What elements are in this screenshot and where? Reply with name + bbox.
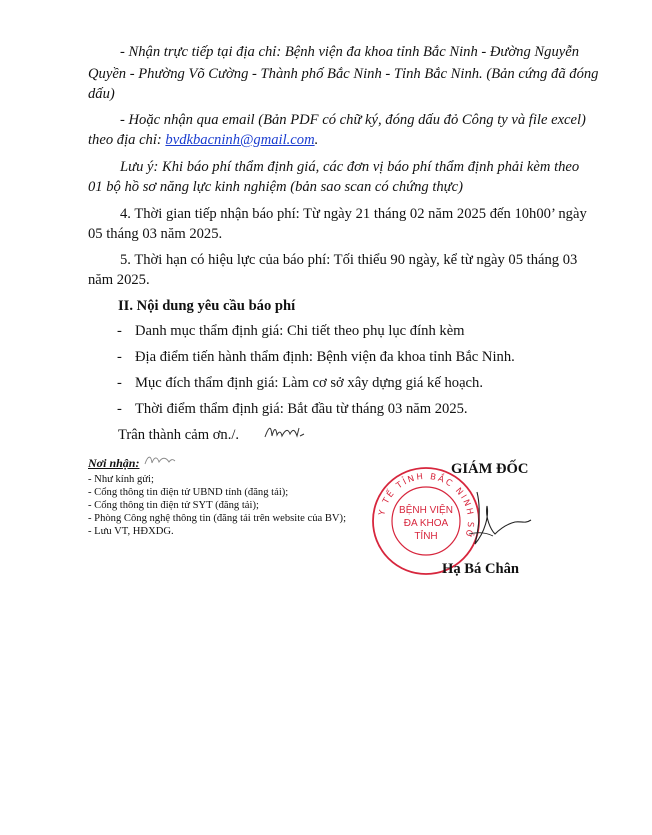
note-line-1: Lưu ý: Khi báo phí thẩm định giá, các đơn vị báo phí thẩm định phải kèm theo — [120, 159, 580, 175]
bullet-item: Thời điểm thẩm định giá: Bắt đầu từ tháng 03 năm 2025. — [135, 401, 468, 417]
email-receipt-line-1: - Hoặc nhận qua email (Bản PDF có chữ ký, đóng dấu đỏ Công ty và file excel) — [120, 112, 586, 128]
email-receipt-line-2 — [88, 131, 318, 150]
note-line-2: 01 bộ hồ sơ năng lực kinh nghiệm (bản sao scan có chứng thực) — [88, 179, 463, 195]
email-prefix: theo địa chỉ: — [88, 132, 166, 148]
item-4-line-1: 4. Thời gian tiếp nhận báo phí: Từ ngày 21 tháng 02 năm 2025 đến 10h00’ ngày — [120, 206, 587, 222]
recipient-item: - Cổng thông tin điện tử UBND tỉnh (đăng tải); — [88, 487, 289, 498]
initial-signature-icon — [262, 422, 308, 444]
item-4-line-2: 05 tháng 03 năm 2025. — [88, 226, 223, 242]
bullet-item: Mục đích thẩm định giá: Làm cơ sở xây dựng giá kế hoạch. — [135, 375, 483, 391]
direct-receipt-line-2: Quyền - Phường Võ Cường - Thành phố Bắc Ninh - Tỉnh Bắc Ninh. (Bản cứng đã đóng — [88, 66, 599, 82]
recipient-scribble-icon — [143, 452, 177, 468]
section-ii-heading: II. Nội dung yêu cầu báo phí — [118, 298, 296, 314]
stamp-text: ĐA KHOA — [403, 518, 449, 529]
bullet-dash-icon: - — [117, 401, 122, 417]
stamp-ring-text: Y TẾ TỈNH BẮC NINH SỞ — [377, 471, 476, 541]
email-suffix: . — [314, 132, 319, 148]
recipient-item: - Cổng thông tin điện tử SYT (đăng tải); — [88, 500, 259, 511]
bullet-dash-icon: - — [117, 375, 122, 391]
recipient-item: - Phòng Công nghệ thông tin (đăng tải trên website của BV); — [88, 513, 347, 524]
email-link[interactable]: bvdkbacninh@gmail.com — [165, 132, 315, 148]
direct-receipt-line-3: dấu) — [88, 86, 115, 102]
bullet-item: Danh mục thẩm định giá: Chi tiết theo phụ lục đính kèm — [135, 323, 465, 339]
stamp-text: TỈNH — [414, 531, 438, 542]
closing-thanks: Trân thành cảm ơn./. — [118, 427, 240, 443]
item-5-line-2: năm 2025. — [88, 272, 150, 288]
bullet-dash-icon: - — [117, 323, 122, 339]
bullet-dash-icon: - — [117, 349, 122, 365]
bullet-item: Địa điểm tiến hành thẩm định: Bệnh viện đa khoa tỉnh Bắc Ninh. — [135, 349, 515, 365]
recipient-item: - Như kính gửi; — [88, 474, 154, 485]
director-title: GIÁM ĐỐC — [451, 461, 529, 477]
recipients-title: Nơi nhận: — [88, 456, 140, 470]
stamp-text: BỆNH VIỆN — [399, 505, 453, 516]
recipient-item: - Lưu VT, HĐXDG. — [88, 526, 174, 537]
item-5-line-1: 5. Thời hạn có hiệu lực của báo phí: Tối thiểu 90 ngày, kể từ ngày 05 tháng 03 — [120, 252, 578, 268]
direct-receipt-line-1: - Nhận trực tiếp tại địa chỉ: Bệnh viện đa khoa tỉnh Bắc Ninh - Đường Nguyễn — [120, 44, 580, 60]
director-name: Hạ Bá Chân — [442, 561, 520, 577]
director-signature-icon — [455, 488, 535, 548]
